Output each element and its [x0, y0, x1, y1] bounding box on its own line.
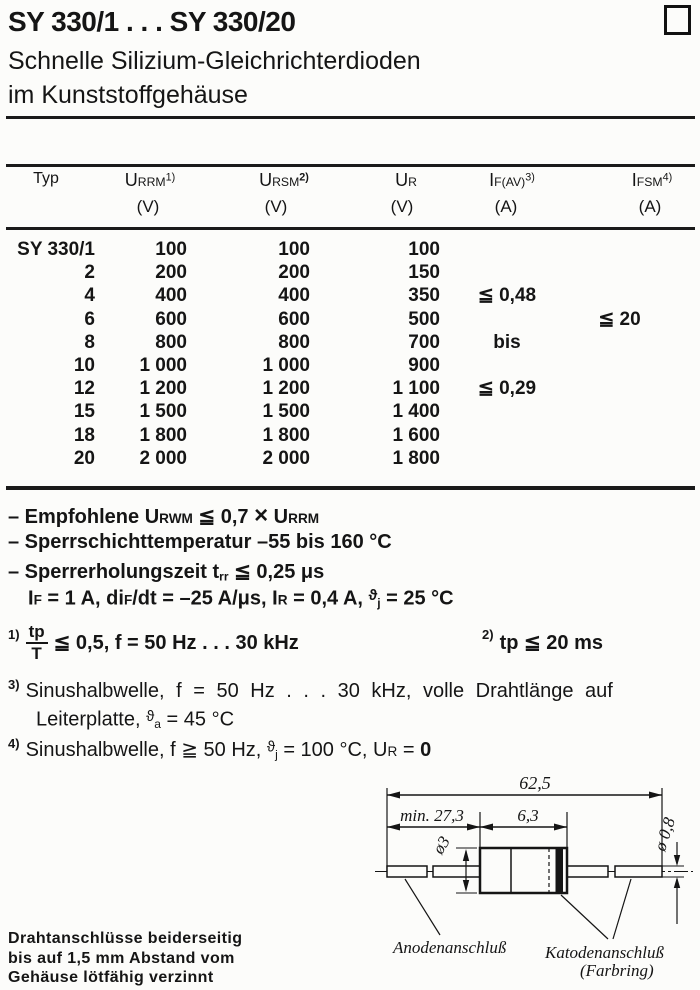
col-unit-ifav: (A): [494, 197, 518, 216]
arrowhead: [463, 880, 469, 892]
table-cell: 600: [155, 308, 187, 330]
col-unit-ur: (V): [390, 197, 414, 216]
table-cell: 20: [73, 447, 95, 469]
table-cell: 1 500: [262, 401, 310, 423]
table-cell: 18: [73, 424, 95, 446]
table-cell: 2: [84, 262, 95, 284]
lead-left-outer: [387, 866, 427, 877]
table-cell: 100: [278, 239, 310, 260]
farbring-label: (Farbring): [580, 961, 654, 980]
table-header-rule: [6, 227, 695, 230]
package-outline-drawing: [330, 772, 700, 987]
footnote-1-text: ≦ 0,5, f = 50 Hz . . . 30 kHz: [53, 631, 299, 654]
bullet-urwm: – Empfohlene URWM ≦ 0,7 × URRM: [8, 502, 320, 529]
table-cell: 1 500: [139, 401, 187, 423]
table-cell: [442, 424, 572, 447]
table-cell: 800: [278, 331, 310, 353]
table-cell: 1 200: [139, 378, 187, 400]
table-cell: 600: [278, 308, 310, 330]
arrowhead: [387, 824, 400, 831]
arrowhead: [674, 855, 680, 866]
table-cell: 1 800: [392, 447, 440, 469]
col-header-ursm: URSM$^{2)}$: [259, 170, 309, 190]
table-cell: 1 400: [392, 401, 440, 423]
table-cell: 4: [84, 285, 95, 307]
footnote-3-line2: Leiterplatte, $^ϑ$a = 45 °C: [36, 708, 235, 732]
cathode-leader-line-2: [613, 879, 631, 939]
table-cell: 100: [155, 239, 187, 260]
table-cell: 2 000: [139, 447, 187, 469]
table-cell: 1 000: [139, 354, 187, 376]
footnote-1-mark: 1): [8, 626, 20, 642]
table-cell: 400: [155, 285, 187, 307]
footnote-2: [482, 627, 604, 655]
table-cell: ≦ 0,29: [477, 378, 537, 400]
table-cell: [572, 331, 692, 354]
arrowhead: [649, 792, 662, 799]
table-cell: 200: [278, 262, 310, 284]
anode-label: Anodenanschluß: [393, 938, 507, 957]
lead-left-inner: [433, 866, 480, 877]
table-cell: 2 000: [262, 447, 310, 469]
footnote-4-mark: 4): [8, 736, 20, 751]
table-cell: 350: [408, 285, 440, 307]
table-cell: 1 200: [262, 378, 310, 400]
table-cell: [572, 354, 692, 377]
dim-label-lead-dia: ø 0,8: [650, 815, 680, 854]
arrowhead: [463, 849, 469, 861]
table-body: [0, 238, 692, 470]
footnote-4: [8, 737, 431, 762]
dim-label-body-dia: ø3: [428, 832, 454, 858]
table-cell: SY 330/1: [17, 239, 95, 260]
corner-square-icon: [664, 5, 691, 35]
arrowhead: [467, 824, 480, 831]
solder-note-line1: Drahtanschlüsse beiderseitig: [8, 930, 243, 947]
bullet-conditions: IF = 1 A, diF/dt = –25 A/μs, IR = 0,4 A, $^ϑ$j = 25 °C: [28, 587, 454, 611]
footnote-3: [8, 677, 613, 703]
table-cell: [442, 261, 572, 284]
table-cell: ≦ 20: [598, 308, 641, 330]
table-cell: 500: [408, 308, 440, 330]
dim-label-body: 6,3: [517, 806, 539, 825]
table-cell: 100: [408, 239, 440, 260]
page-title: SY 330/1 . . . SY 330/20: [8, 6, 296, 37]
table-cell: [572, 284, 692, 307]
footnote-3-mark: 3): [8, 677, 20, 692]
footnote-4-text: Sinushalbwelle, f ≧ 50 Hz, $^ϑ$j = 100 °C, UR = 0: [25, 738, 432, 762]
table-cell: 150: [408, 262, 440, 284]
table-cell: 1 600: [392, 424, 440, 446]
col-unit-ursm: (V): [264, 197, 288, 216]
table-cell: 1 100: [392, 378, 440, 400]
table-cell: 1 800: [262, 424, 310, 446]
table-cell: [442, 447, 572, 470]
table-cell: [572, 238, 692, 261]
arrowhead: [674, 877, 680, 888]
fraction-numerator: tp: [26, 622, 48, 644]
header-divider: [6, 116, 695, 119]
cathode-label: Katodenanschluß: [545, 943, 664, 962]
table-cell: [572, 447, 692, 470]
page-subtitle: [8, 44, 421, 112]
table-cell: 1 000: [262, 354, 310, 376]
fraction-denominator: T: [31, 643, 42, 663]
bullet-temperature: – Sperrschichttemperatur –55 bis 160 °C: [8, 531, 392, 553]
footnote-3-line1: Sinushalbwelle, f = 50 Hz . . . 30 kHz, volle Drahtlänge auf: [25, 680, 613, 702]
table-cell: [572, 400, 692, 423]
table-cell: [442, 308, 572, 331]
table-bottom-rule: [6, 486, 695, 490]
lead-right-outer: [615, 866, 662, 877]
table-cell: [442, 400, 572, 423]
col-header-ifav: IF(AV)$^{3)}$: [489, 170, 535, 190]
col-header-ur: UR: [395, 170, 417, 190]
dim-label-lead-min: min. 27,3: [400, 806, 464, 825]
subtitle-line-1: Schnelle Silizium-Gleichrichterdioden: [8, 47, 421, 75]
arrowhead: [387, 792, 400, 799]
table-cell: 700: [408, 331, 440, 353]
solder-note: [8, 929, 242, 988]
subtitle-line-2: im Kunststoffgehäuse: [8, 81, 248, 109]
table-top-rule: [6, 164, 695, 167]
arrowhead: [554, 824, 567, 831]
cathode-leader-line-1: [561, 895, 608, 939]
table-cell: 10: [73, 354, 95, 376]
table-cell: 800: [155, 331, 187, 353]
col-header-typ: Typ: [33, 170, 59, 187]
table-cell: 900: [408, 354, 440, 376]
table-cell: 200: [155, 262, 187, 284]
table-cell: 8: [84, 331, 95, 353]
table-cell: [572, 424, 692, 447]
bullet-recovery: – Sperrerholungszeit trr ≦ 0,25 μs: [8, 561, 325, 584]
table-cell: ≦ 0,48: [477, 285, 537, 307]
table-cell: 12: [73, 378, 95, 400]
footnote-2-mark: 2): [482, 627, 494, 642]
table-cell: 6: [84, 308, 95, 330]
lead-right-inner: [567, 866, 608, 877]
table-cell: 400: [278, 285, 310, 307]
cathode-color-ring: [556, 848, 564, 893]
col-header-urrm: URRM$^{1)}$: [124, 170, 176, 190]
anode-leader-line: [405, 879, 440, 935]
col-unit-ifsm: (A): [638, 197, 662, 216]
table-cell: 15: [73, 401, 95, 423]
col-unit-urrm: (V): [136, 197, 160, 216]
diode-body: [480, 848, 567, 893]
table-cell: [442, 238, 572, 261]
duty-cycle-fraction: [26, 622, 48, 663]
solder-note-line2: bis auf 1,5 mm Abstand vom: [8, 949, 235, 967]
footnote-2-text: tp ≦ 20 ms: [499, 632, 604, 654]
table-cell: [442, 354, 572, 377]
table-cell: [572, 261, 692, 284]
table-cell: 1 800: [139, 424, 187, 446]
dim-label-total: 62,5: [519, 773, 551, 793]
col-header-ifsm: IFSM$^{4)}$: [631, 170, 673, 190]
table-cell: [572, 377, 692, 400]
arrowhead: [480, 824, 493, 831]
solder-note-line3: Gehäuse lötfähig verzinnt: [8, 969, 214, 986]
footnote-1: [8, 618, 299, 666]
table-cell: bis: [493, 331, 521, 353]
